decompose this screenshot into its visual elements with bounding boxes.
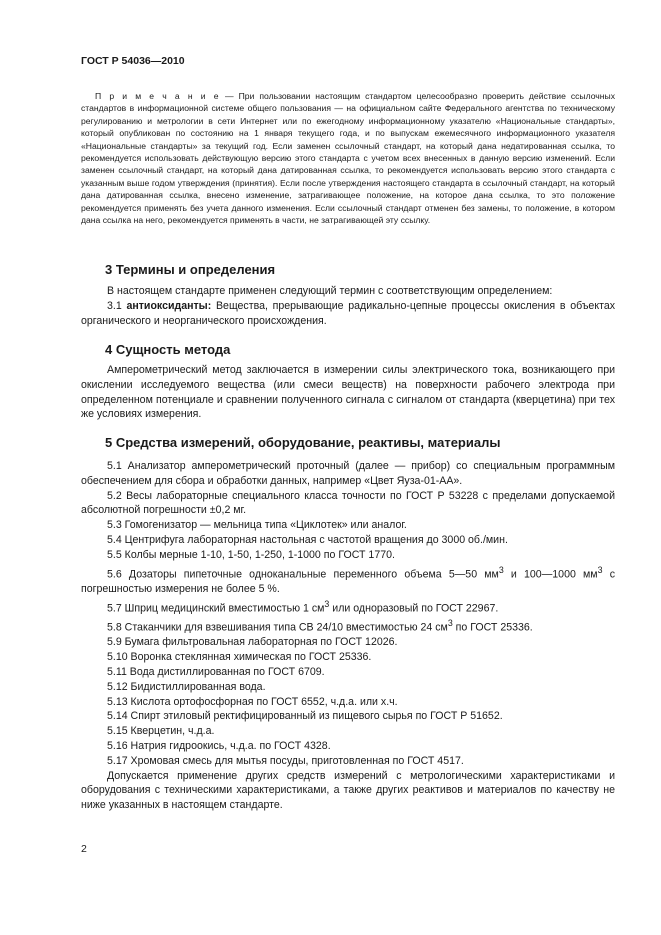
list-item: 5.15 Кверцетин, ч.д.а. — [107, 725, 215, 738]
page-number: 2 — [81, 843, 87, 855]
list-item: 5.1 Анализатор амперометрический проточный (далее — прибор) со специальным программным обеспечением для сбора и обработки данных, например «Цвет Яуза-01-АА». — [81, 460, 615, 487]
list-item: 5.13 Кислота ортофосфорная по ГОСТ 6552, ч.д.а. или х.ч. — [107, 695, 398, 708]
list-item: 5.14 Спирт этиловый ректифицированный из пищевого сырья по ГОСТ Р 51652. — [107, 710, 503, 723]
section-5-title: 5 Средства измерений, оборудование, реактивы, материалы — [105, 435, 501, 450]
list-item: 5.5 Колбы мерные 1-10, 1-50, 1-250, 1-1000 по ГОСТ 1770. — [107, 548, 395, 561]
section-3-body — [81, 284, 615, 328]
list-item: 5.2 Весы лабораторные специального класса точности по ГОСТ Р 53228 с пределами допускаемой абсолютной погрешности ±0,2 мг. — [81, 489, 615, 517]
section-4-title: 4 Сущность метода — [105, 342, 231, 357]
list-item: 5.3 Гомогенизатор — мельница типа «Циклотек» или аналог. — [107, 519, 407, 532]
superscript: 3 — [447, 618, 453, 629]
list-item: 5.10 Воронка стеклянная химическая по ГОСТ 25336. — [107, 651, 372, 664]
term-definition — [81, 299, 615, 329]
item-5-8-text-a: 5.8 Стаканчики для взвешивания типа СВ 24/10 вместимостью 24 см — [107, 621, 448, 634]
section-3-intro: В настоящем стандарте применен следующий термин с соответствующим определением: — [107, 285, 553, 297]
section-4-text: Амперометрический метод заключается в измерении силы электрического тока, возникающего при окислении исследуемого вещества (или смеси веществ) на поверхности рабочего электрода при определенном потенциале и сравнении полученного сигнала с сигналом от стандарта (кверцетина) при тех же условиях измерения. — [81, 364, 615, 421]
list-item — [81, 563, 615, 597]
list-item: 5.11 Вода дистиллированная по ГОСТ 6709. — [107, 665, 325, 678]
section-3-title: 3 Термины и определения — [105, 262, 276, 277]
item-5-7-text-a: 5.7 Шприц медицинский вместимостью 1 см — [107, 602, 325, 615]
item-5-6-text-c: с погрешностью измерения не более 5 %. — [81, 568, 615, 595]
item-5-6-text-b: и 100—1000 мм — [503, 568, 598, 581]
term-number: 3.1 — [107, 299, 127, 312]
reference-note — [81, 90, 615, 226]
superscript: 3 — [498, 564, 504, 575]
document-header: ГОСТ Р 54036—2010 — [81, 55, 185, 67]
list-item: 5.4 Центрифуга лабораторная настольная с частотой вращения до 3000 об./мин. — [107, 533, 508, 546]
superscript: 3 — [324, 598, 330, 609]
list-item: 5.17 Хромовая смесь для мытья посуды, приготовленная по ГОСТ 4517. — [107, 754, 464, 767]
item-5-6-text-a: 5.6 Дозаторы пипеточные одноканальные переменного объема 5—50 мм — [107, 568, 499, 581]
superscript: 3 — [597, 564, 603, 575]
note-text: — При пользовании настоящим стандартом целесообразно проверить действие ссылочных стандартов в информационной системе общего пользования — на официальном сайте Федерального агентства по техническому регулированию и метрологии в сети Интернет или по ежегодному информационному указателю «Национальные стандарты», который опубликован по состоянию на 1 января текущего года, и по выпускам ежемесячного информационного указателя «Национальные стандарты» за текущий год. Если заменен ссылочный стандарт, на который дана недатированная ссылка, то рекомендуется использовать действующую версию этого стандарта с учетом всех внесенных в данную версию изменений. Если заменен ссылочный стандарт, на который дана датированная ссылка, то рекомендуется использовать версию этого стандарта с указанным выше годом утверждения (принятия). Если после утверждения настоящего стандарта в ссылочный стандарт, на который дана датированная ссылка, внесено изменение, затрагивающее положение, на которое дана ссылка, то это положение рекомендуется применять без учета данного изменения. Если ссылочный стандарт отменен без замены, то положение, в котором дана ссылка на него, рекомендуется применять в части, не затрагивающей эту ссылку. — [81, 91, 616, 226]
term-text: Вещества, прерывающие радикально-цепные процессы окисления в объектах органического и неорганического происхождения. — [81, 299, 616, 327]
list-item — [81, 616, 615, 635]
list-item: 5.12 Бидистиллированная вода. — [107, 680, 266, 693]
list-item: 5.9 Бумага фильтровальная лабораторная по ГОСТ 12026. — [107, 636, 398, 649]
item-5-7-text-b: или одноразовый по ГОСТ 22967. — [329, 602, 499, 615]
item-5-8-text-b: по ГОСТ 25336. — [452, 621, 533, 634]
note-label: П р и м е ч а н и е — [95, 91, 221, 101]
list-item: 5.16 Натрия гидроокись, ч.д.а. по ГОСТ 4328. — [107, 739, 331, 752]
list-item — [81, 597, 615, 616]
term-name: антиоксиданты: — [126, 299, 212, 312]
section-4-body — [81, 363, 615, 422]
section-5-body — [81, 459, 615, 813]
closing-paragraph: Допускается применение других средств измерений с метрологическими характеристиками и оборудования с техническими характеристиками, а также других реактивов и материалов по качеству не ниже указанных в настоящем стандарте. — [81, 769, 615, 812]
